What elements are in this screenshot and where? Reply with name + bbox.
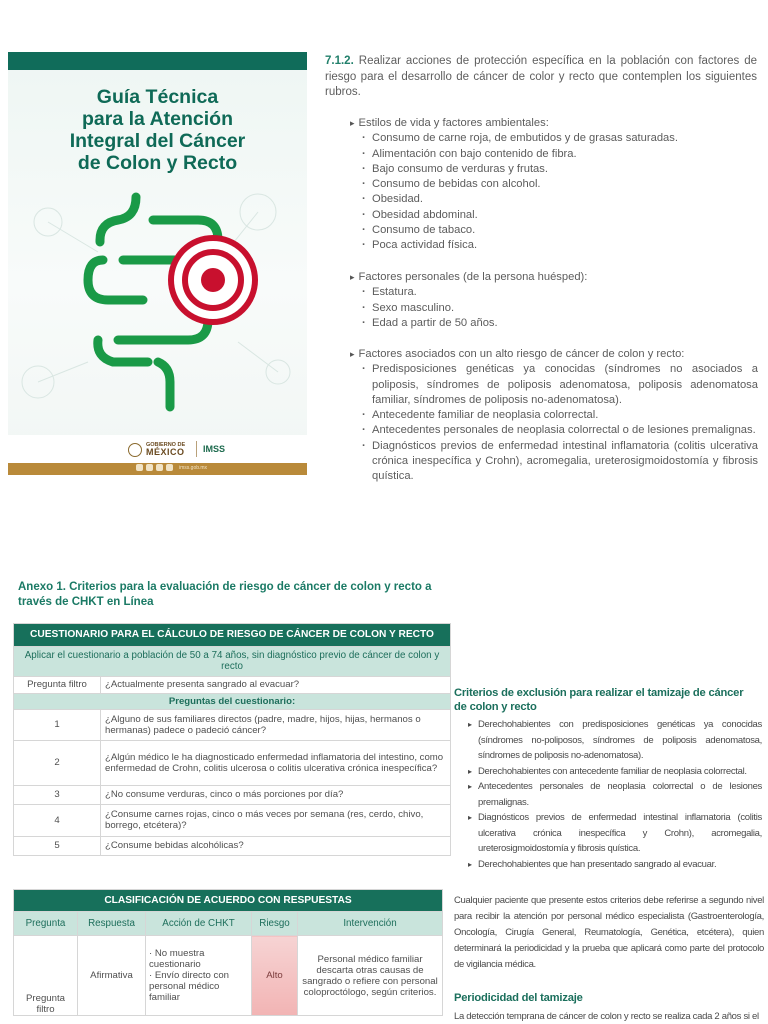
- question-number: 3: [14, 785, 101, 804]
- guide-cover: [8, 52, 307, 475]
- question-text: ¿Alguno de sus familiares directos (padre, madre, hijos, hijas, hermanos o hermanas) padece o padeció cáncer?: [101, 709, 451, 740]
- column-header: Acción de CHKT: [146, 912, 252, 936]
- risk-group-high-risk: [350, 347, 758, 485]
- facebook-icon: [136, 464, 143, 471]
- exclusion-list: [468, 717, 762, 872]
- list-item: · Alimentación con bajo contenido de fibra.: [362, 147, 758, 162]
- column-header: Respuesta: [78, 912, 146, 936]
- cover-top-bar: [8, 52, 307, 70]
- filter-label: Pregunta filtro: [14, 676, 101, 693]
- column-header: Pregunta: [14, 912, 78, 936]
- table-row: [14, 804, 451, 836]
- question-number: 2: [14, 740, 101, 785]
- filter-question: ¿Actualmente presenta sangrado al evacuar?: [101, 676, 451, 693]
- question-number: 1: [14, 709, 101, 740]
- list-item: · Bajo consumo de verduras y frutas.: [362, 162, 758, 177]
- list-item: ▸ Derechohabientes que han presentado sangrado al evacuar.: [468, 857, 762, 873]
- question-text: ¿Consume carnes rojas, cinco o más veces por semana (res, cerdo, chivo, borrego, etcétera)?: [101, 804, 451, 836]
- questionnaire-subheader: Aplicar el cuestionario a población de 50 a 74 años, sin diagnóstico previo de cáncer de colon y recto: [14, 646, 451, 676]
- section-text: Realizar acciones de protección específica en la población con factores de riesgo para el desarrollo de cáncer de color y recto que contemplen los siguientes rubros.: [325, 55, 757, 98]
- gob-logo-line1: GOBIERNO DE: [146, 442, 186, 448]
- exclusion-title: Criterios de exclusión para realizar el tamizaje de cáncer de colon y recto: [454, 687, 744, 713]
- group-heading: ▸ Estilos de vida y factores ambientales:: [350, 116, 758, 131]
- question-text: ¿Algún médico le ha diagnosticado enfermedad inflamatoria del intestino, como enfermedad de Crohn, colitis ulcerosa o colitis ulcerativa crónica inespecífica?: [101, 740, 451, 785]
- question-number: 5: [14, 836, 101, 855]
- questionnaire-header: CUESTIONARIO PARA EL CÁLCULO DE RIESGO DE CÁNCER DE COLON Y RECTO: [14, 624, 451, 647]
- list-item: · Consumo de carne roja, de embutidos y de grasas saturadas.: [362, 131, 758, 146]
- row-respuesta: Afirmativa: [78, 936, 146, 1016]
- list-item: · Edad a partir de 50 años.: [362, 316, 758, 331]
- list-item: · Obesidad abdominal.: [362, 208, 758, 223]
- section-number: 7.1.2.: [325, 55, 354, 67]
- list-item: · Predisposiciones genéticas ya conocidas (síndromes no asociados a poliposis, síndromes de poliposis adenomatosa, poliposis adenomatosa familiar, síndromes de poliposis no-adenomatosa).: [362, 362, 758, 408]
- list-item: · Antecedentes personales de neoplasia colorrectal o de lesiones premalignas.: [362, 423, 758, 438]
- list-item: · Estatura.: [362, 285, 758, 300]
- questions-section-label: Preguntas del cuestionario:: [14, 693, 451, 709]
- table-row: [14, 709, 451, 740]
- question-number: 4: [14, 804, 101, 836]
- row-pregunta: Pregunta filtro: [14, 936, 78, 1016]
- periodicity-title: Periodicidad del tamizaje: [454, 992, 583, 1004]
- social-links: [136, 464, 207, 471]
- list-item: · Consumo de bebidas con alcohol.: [362, 177, 758, 192]
- instagram-icon: [156, 464, 163, 471]
- table-row: [14, 740, 451, 785]
- row-riesgo: Alto: [252, 936, 298, 1016]
- risk-group-lifestyle: [350, 116, 758, 254]
- column-header: Riesgo: [252, 912, 298, 936]
- gob-logo-line2: MÉXICO: [146, 447, 185, 457]
- column-header: Intervención: [298, 912, 443, 936]
- list-item: ▸ Derechohabientes con antecedente familiar de neoplasia colorrectal.: [468, 764, 762, 780]
- list-item: ▸ Antecedentes personales de neoplasia colorrectal o de lesiones premalignas.: [468, 779, 762, 810]
- questionnaire-table: [13, 623, 451, 856]
- annex-title: Anexo 1. Criterios para la evaluación de riesgo de cáncer de colon y recto a través de CHKT en Línea: [18, 581, 432, 608]
- colon-target-illustration: [8, 182, 307, 444]
- list-item: · Diagnósticos previos de enfermedad intestinal inflamatoria (colitis ulcerativa crónica inespecífica y Crohn), acromegalia, ureterosigmoidostomía y fibrosis quística.: [362, 439, 758, 485]
- section-7-1-2: [325, 54, 757, 101]
- list-item: · Antecedente familiar de neoplasia colorrectal.: [362, 408, 758, 423]
- imss-logo: IMSS: [196, 441, 225, 457]
- table-row: [14, 676, 451, 693]
- classification-header: CLASIFICACIÓN DE ACUERDO CON RESPUESTAS: [14, 890, 443, 912]
- table-row: [14, 936, 443, 1016]
- row-intervencion: Personal médico familiar descarta otras causas de sangrado o refiere con personal coloproctólogo, según criterios.: [298, 936, 443, 1016]
- gobierno-de-mexico-logo: [128, 442, 185, 457]
- list-item: · Consumo de tabaco.: [362, 223, 758, 238]
- twitter-icon: [146, 464, 153, 471]
- cover-url: imss.gob.mx: [179, 464, 208, 471]
- risk-group-personal: [350, 270, 758, 331]
- list-item: · Poca actividad física.: [362, 238, 758, 253]
- question-text: ¿Consume bebidas alcohólicas?: [101, 836, 451, 855]
- classification-table: [13, 889, 443, 1016]
- table-row: [14, 785, 451, 804]
- periodicity-text: La detección temprana de cáncer de colon y recto se realiza cada 2 años si el: [454, 1011, 759, 1022]
- youtube-icon: [166, 464, 173, 471]
- group-heading: ▸ Factores asociados con un alto riesgo de cáncer de colon y recto:: [350, 347, 758, 362]
- exclusion-paragraph: Cualquier paciente que presente estos criterios debe referirse a segundo nivel para recibir la atención por personal médico especialista (Gastroenterología, Oncología, Cirugía General, Reumatología, Genética, etcétera), quien determinará la periodicidad y la prueba que aplicará como parte del protocolo de vigilancia médica.: [454, 895, 764, 970]
- cover-title: Guía Técnica para la Atención Integral del Cáncer de Colon y Recto: [69, 86, 246, 174]
- group-heading: ▸ Factores personales (de la persona huésped):: [350, 270, 758, 285]
- question-text: ¿No consume verduras, cinco o más porciones por día?: [101, 785, 451, 804]
- list-item: ▸ Diagnósticos previos de enfermedad intestinal inflamatoria (colitis ulcerativa crónica inespecífica y Crohn), acromegalia, ureterosigmoidostomía y fibrosis quística.: [468, 810, 762, 857]
- eagle-seal-icon: [128, 443, 142, 457]
- list-item: ▸ Derechohabientes con predisposiciones genéticas ya conocidas (síndromes no-poliposos, síndromes de poliposis adenomatosa, síndromes de poliposis no-adenomatosa).: [468, 717, 762, 764]
- list-item: · Sexo masculino.: [362, 301, 758, 316]
- row-accion: · No muestra cuestionario · Envío directo con personal médico familiar: [146, 936, 252, 1016]
- table-row: [14, 836, 451, 855]
- target-icon: [171, 238, 255, 322]
- list-item: · Obesidad.: [362, 192, 758, 207]
